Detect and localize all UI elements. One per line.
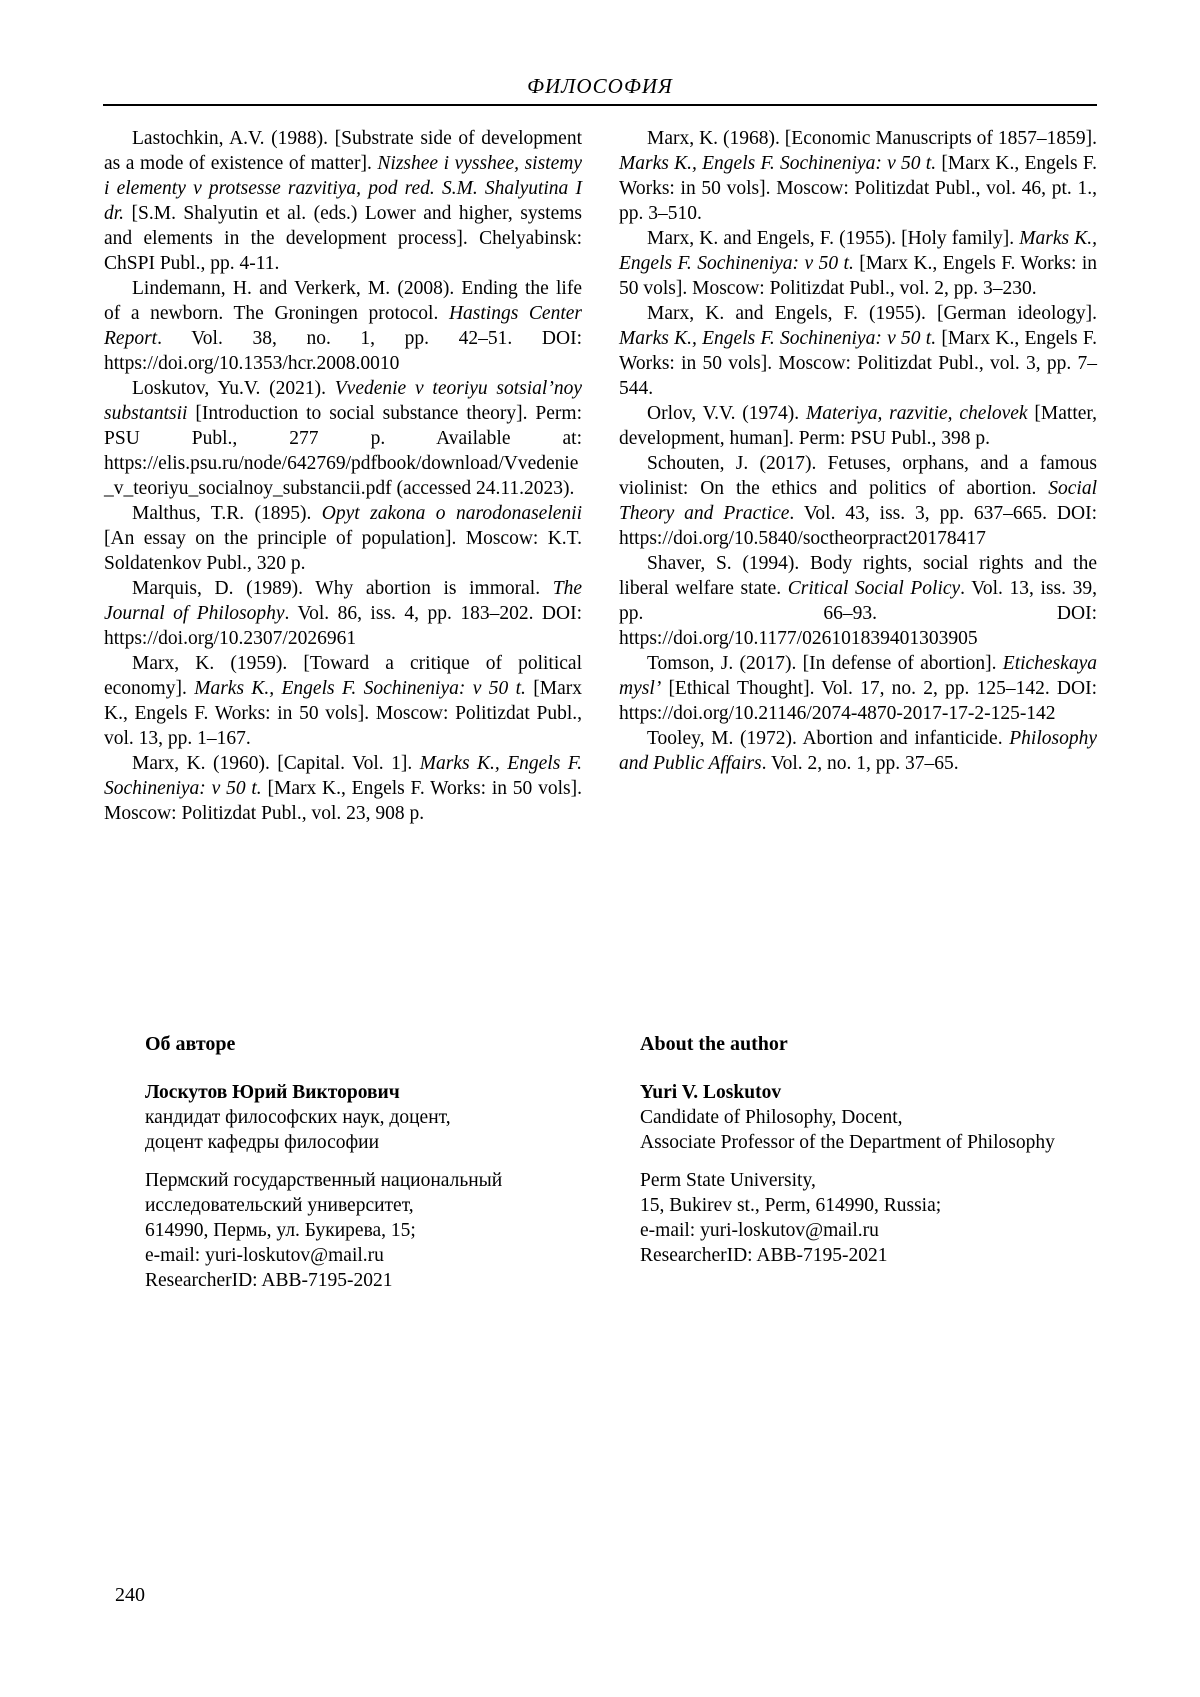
author-info-line: кандидат философских наук, доцент,: [145, 1107, 451, 1128]
reference-entry: Marx, K. (1960). [Capital. Vol. 1]. Marks K., Engels F. Sochineniya: v 50 t. [Marx K., Engels F. Works: in 50 vols]. Moscow: Politizdat Publ., vol. 23, 908 p.: [104, 753, 583, 824]
author-name-ru: Лоскутов Юрий Викторович: [145, 1082, 400, 1103]
author-info-line: Candidate of Philosophy, Docent,: [640, 1107, 903, 1128]
author-info-line: доцент кафедры философии: [145, 1132, 380, 1153]
author-info-line: e-mail: yuri-loskutov@mail.ru: [640, 1220, 879, 1241]
reference-entry: Lastochkin, A.V. (1988). [Substrate side of development as a mode of existence of matter]. Nizshee i vysshee, sistemy i elementy v protsesse razvitiya, pod red. S.M. Shalyutina I dr. [S.M. Shalyutin et al. (eds.) Lower and higher, systems and elements in the development process]. Chelyabinsk: ChSPI Publ., pp. 4-11.: [104, 128, 582, 274]
author-info-line: ResearcherID: ABB-7195-2021: [640, 1245, 888, 1266]
about-author-heading-en: About the author: [640, 1033, 788, 1055]
reference-entry: Tooley, M. (1972). Abortion and infanticide. Philosophy and Public Affairs. Vol. 2, no. 1, pp. 37–65.: [619, 728, 1097, 774]
reference-entry: Shaver, S. (1994). Body rights, social rights and the liberal welfare state. Critical Social Policy. Vol. 13, iss. 39, pp. 66–93. DOI: https://doi.org/10.1177/026101839401303905: [619, 553, 1097, 649]
author-info-line: 614990, Пермь, ул. Букирева, 15;: [145, 1220, 416, 1241]
reference-entry: Marquis, D. (1989). Why abortion is immoral. The Journal of Philosophy. Vol. 86, iss. 4, pp. 183–202. DOI: https://doi.org/10.2307/2026961: [104, 578, 582, 649]
about-author-section-ru: [145, 1032, 585, 1293]
references-column-left: [104, 126, 582, 826]
reference-entry: Marx, K. (1959). [Toward a critique of political economy]. Marks K., Engels F. Sochineniya: v 50 t. [Marx K., Engels F. Works: in 50 vols]. Moscow: Politizdat Publ., vol. 13, pp. 1–167.: [104, 653, 582, 749]
about-author-heading-ru: Об авторе: [145, 1033, 236, 1055]
author-affiliation-en: [640, 1168, 1160, 1268]
running-head: ФИЛОСОФИЯ: [527, 74, 673, 98]
reference-entry: Marx, K. and Engels, F. (1955). [German ideology]. Marks K., Engels F. Sochineniya: v 50 t. [Marx K., Engels F. Works: in 50 vols]. Moscow: Politizdat Publ., vol. 3, pp. 7–544.: [619, 303, 1098, 399]
reference-entry: Marx, K. and Engels, F. (1955). [Holy family]. Marks K., Engels F. Sochineniya: v 50 t. [Marx K., Engels F. Works: in 50 vols]. Moscow: Politizdat Publ., vol. 2, pp. 3–230.: [619, 228, 1097, 299]
reference-entry: Loskutov, Yu.V. (2021). Vvedenie v teoriyu sotsial’noy substantsii [Introduction to social substance theory]. Perm: PSU Publ., 277 p. Available at: https://elis.psu.ru/node/642769/pdfbook/download/Vvedenie_v_teoriyu_socialnoy_substancii.pdf (accessed 24.11.2023).: [104, 378, 583, 499]
references-column-right: [619, 126, 1097, 776]
author-info-line: Associate Professor of the Department of Philosophy: [640, 1132, 1055, 1153]
reference-entry: Lindemann, H. and Verkerk, M. (2008). Ending the life of a newborn. The Groningen protocol. Hastings Center Report. Vol. 38, no. 1, pp. 42–51. DOI: https://doi.org/10.1353/hcr.2008.0010: [104, 278, 582, 374]
author-position-en: [640, 1105, 1160, 1155]
reference-entry: Malthus, T.R. (1895). Opyt zakona o narodonaselenii [An essay on the principle of population]. Moscow: K.T. Soldatenkov Publ., 320 p.: [104, 503, 582, 574]
author-info-line: ResearcherID: ABB-7195-2021: [145, 1270, 393, 1291]
reference-entry: Orlov, V.V. (1974). Materiya, razvitie, chelovek [Matter, development, human]. Perm: PSU Publ., 398 p.: [619, 403, 1097, 449]
author-info-line: исследовательский университет,: [145, 1195, 414, 1216]
reference-entry: Marx, K. (1968). [Economic Manuscripts of 1857–1859]. Marks K., Engels F. Sochineniya: v 50 t. [Marx K., Engels F. Works: in 50 vols]. Moscow: Politizdat Publ., vol. 46, pt. 1., pp. 3–510.: [619, 128, 1098, 224]
reference-entry: Tomson, J. (2017). [In defense of abortion]. Eticheskaya mysl’ [Ethical Thought]. Vol. 17, no. 2, pp. 125–142. DOI: https://doi.org/10.21146/2074-4870-2017-17-2-125-142: [619, 653, 1097, 724]
header-rule: [103, 104, 1097, 106]
author-info-line: Perm State University,: [640, 1170, 816, 1191]
about-author-section-en: [640, 1032, 1160, 1268]
author-info-line: Пермский государственный национальный: [145, 1170, 503, 1191]
author-name-en: Yuri V. Loskutov: [640, 1082, 782, 1103]
author-affiliation-ru: [145, 1168, 585, 1293]
page-number: 240: [115, 1584, 145, 1606]
author-info-line: e-mail: yuri-loskutov@mail.ru: [145, 1245, 384, 1266]
reference-entry: Schouten, J. (2017). Fetuses, orphans, and a famous violinist: On the ethics and politics of abortion. Social Theory and Practice. Vol. 43, iss. 3, pp. 637–665. DOI: https://doi.org/10.5840/soctheorpract20178417: [619, 453, 1097, 549]
author-info-line: 15, Bukirev st., Perm, 614990, Russia;: [640, 1195, 942, 1216]
author-position-ru: [145, 1105, 585, 1155]
